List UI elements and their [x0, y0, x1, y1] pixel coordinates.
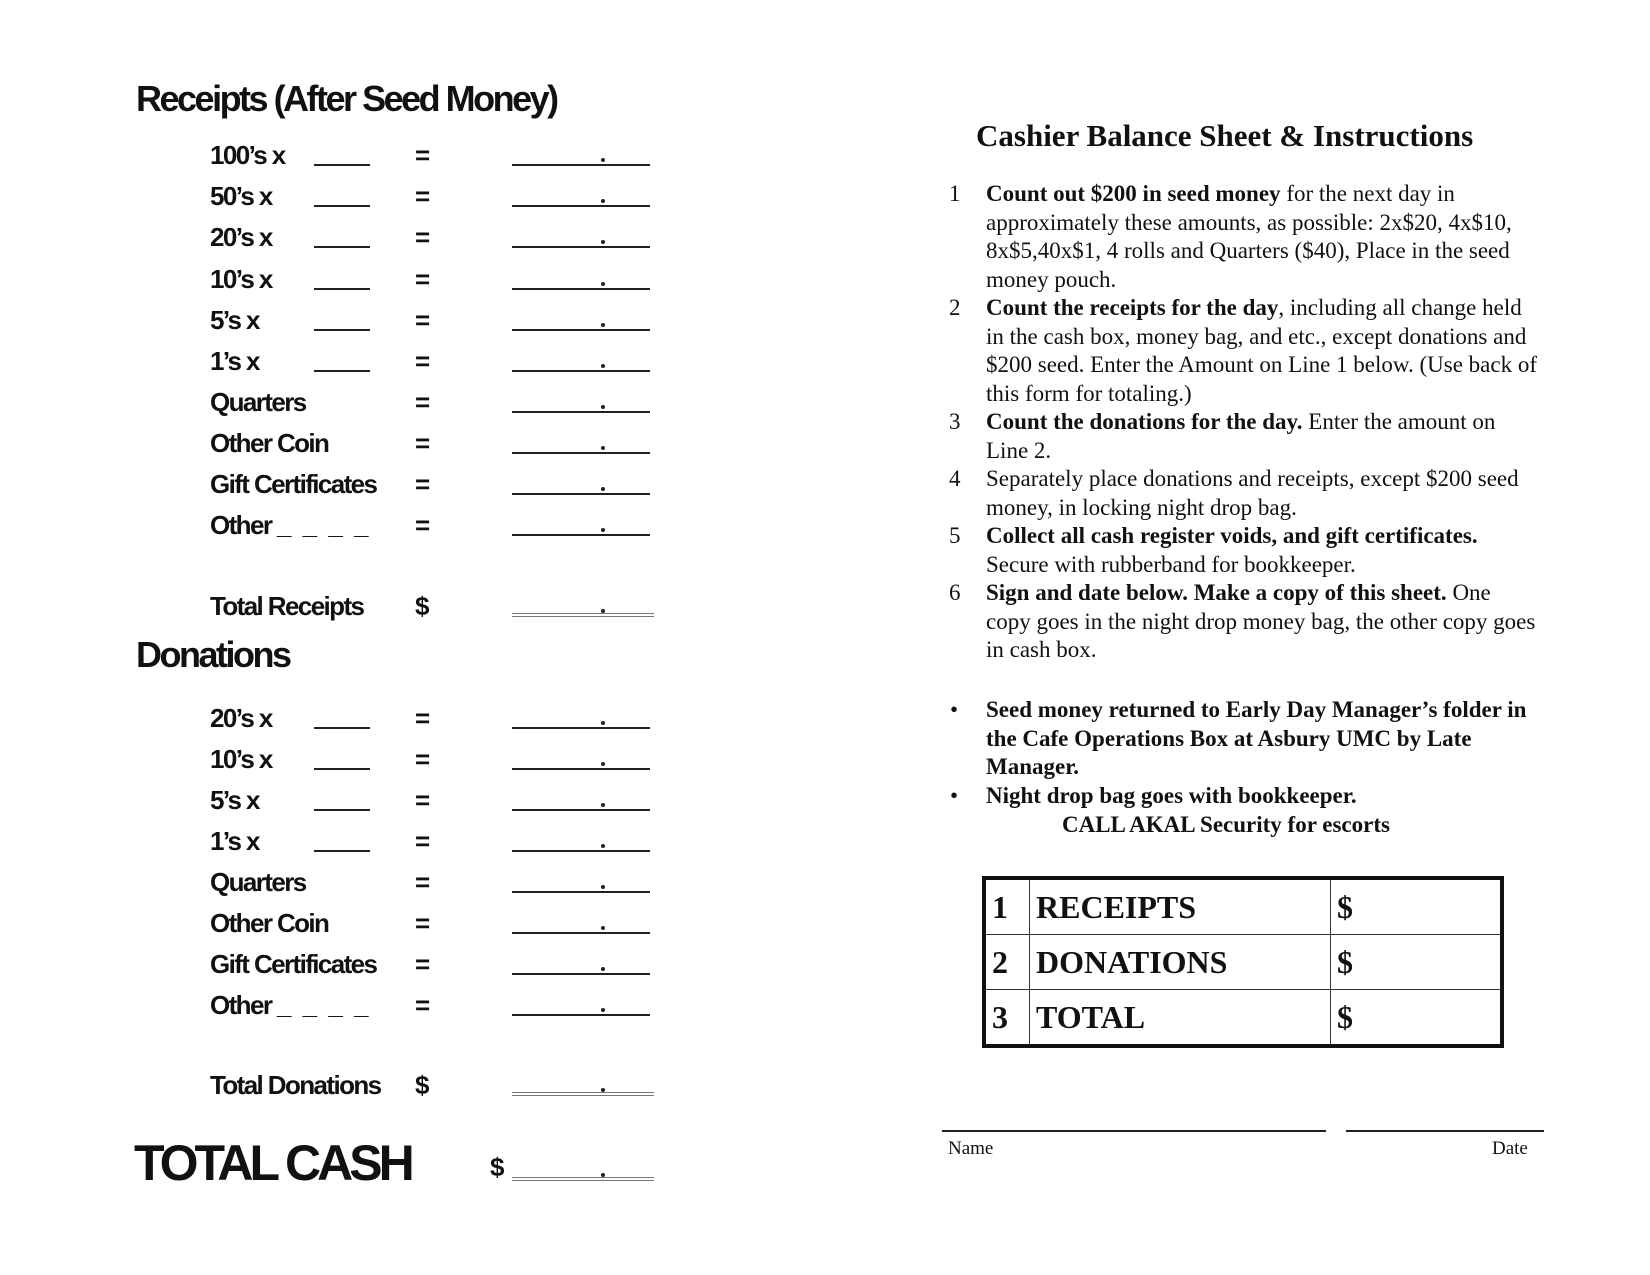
receipts-row-100s: [210, 140, 670, 174]
equals-sign: =: [415, 140, 429, 170]
amount-field[interactable]: [512, 534, 650, 536]
cash-count-panel: [0, 0, 700, 1275]
equals-sign: =: [415, 346, 429, 376]
name-signature-line[interactable]: [942, 1130, 1326, 1132]
donations-row-other-coin: [210, 908, 670, 942]
equals-sign: =: [415, 181, 429, 211]
line-number: 1: [984, 878, 1030, 935]
equals-sign: =: [415, 826, 429, 856]
row-label: Other Coin: [210, 428, 329, 458]
total-donations-label: Total Donations: [210, 1070, 381, 1100]
total-donations-field[interactable]: [512, 1092, 654, 1096]
count-field[interactable]: [314, 164, 370, 166]
dollar-sign: $: [415, 591, 428, 621]
amount-field[interactable]: [512, 246, 650, 248]
instructions-panel: [940, 0, 1640, 1275]
donations-row-5s: [210, 785, 670, 819]
row-label: Other Coin: [210, 908, 329, 938]
step-number: 1: [949, 181, 961, 206]
count-field[interactable]: [314, 205, 370, 207]
line-label: TOTAL: [1030, 990, 1331, 1047]
receipts-row-other-coin: [210, 428, 670, 462]
count-field[interactable]: [314, 768, 370, 770]
donations-row-1s: [210, 826, 670, 860]
amount-field[interactable]: [512, 452, 650, 454]
line-label: RECEIPTS: [1030, 878, 1331, 935]
equals-sign: =: [415, 428, 429, 458]
instruction-step: [940, 180, 1540, 294]
receipts-amount-cell[interactable]: $: [1331, 878, 1503, 935]
step-number: 4: [949, 466, 961, 491]
step-bold-text: Count the donations for the day.: [986, 409, 1303, 434]
step-bold-text: Collect all cash register voids, and gift certificates.: [986, 523, 1478, 548]
step-bold-text: Count out $200 in seed money: [986, 181, 1281, 206]
amount-field[interactable]: [512, 205, 650, 207]
total-receipts-label: Total Receipts: [210, 591, 364, 621]
count-field[interactable]: [314, 246, 370, 248]
receipts-row-gift-certificates: [210, 469, 670, 503]
note-text: Night drop bag goes with bookkeeper.: [986, 782, 1357, 808]
row-label: 100’s x: [210, 140, 285, 170]
note-text: Seed money returned to Early Day Manager’s folder in the Cafe Operations Box at Asbury UMC by Late Manager.: [986, 697, 1527, 779]
receipts-row-1s: [210, 346, 670, 380]
receipts-row-20s: [210, 222, 670, 256]
instruction-steps: [940, 180, 1540, 665]
row-label: 10’s x: [210, 744, 272, 774]
table-row: [984, 935, 1502, 990]
line-number: 2: [984, 935, 1030, 990]
row-label: [210, 510, 370, 541]
receipts-row-5s: [210, 305, 670, 339]
amount-field[interactable]: [512, 411, 650, 413]
row-label: 50’s x: [210, 181, 272, 211]
amount-field[interactable]: [512, 932, 650, 934]
row-label: Quarters: [210, 387, 306, 417]
line-number: 3: [984, 990, 1030, 1047]
donations-row-other: [210, 990, 670, 1024]
amount-field[interactable]: [512, 973, 650, 975]
equals-sign: =: [415, 469, 429, 499]
amount-field[interactable]: [512, 727, 650, 729]
total-receipts-field[interactable]: [512, 613, 654, 617]
row-label: 1’s x: [210, 826, 259, 856]
step-text: Separately place donations and receipts, except $200 seed money, in locking night drop bag.: [986, 466, 1519, 520]
donations-row-10s: [210, 744, 670, 778]
equals-sign: =: [415, 744, 429, 774]
amount-field[interactable]: [512, 809, 650, 811]
equals-sign: =: [415, 510, 429, 540]
row-label: Quarters: [210, 867, 306, 897]
other-label: Other: [210, 990, 272, 1020]
equals-sign: =: [415, 703, 429, 733]
equals-sign: =: [415, 990, 429, 1020]
instruction-step: [940, 579, 1540, 665]
amount-field[interactable]: [512, 329, 650, 331]
step-text: Secure with rubberband for bookkeeper.: [986, 551, 1356, 577]
count-field[interactable]: [314, 329, 370, 331]
bullet-icon: •: [950, 697, 959, 722]
amount-field[interactable]: [512, 891, 650, 893]
row-label: Gift Certificates: [210, 469, 377, 499]
equals-sign: =: [415, 387, 429, 417]
instruction-step: [940, 522, 1540, 579]
equals-sign: =: [415, 305, 429, 335]
receipts-row-50s: [210, 181, 670, 215]
equals-sign: =: [415, 785, 429, 815]
donations-row-20s: [210, 703, 670, 737]
count-field[interactable]: [314, 727, 370, 729]
equals-sign: =: [415, 867, 429, 897]
amount-field[interactable]: [512, 850, 650, 852]
other-blank[interactable]: _ _ _ _: [276, 990, 371, 1020]
count-field[interactable]: [314, 809, 370, 811]
equals-sign: =: [415, 908, 429, 938]
security-call-note: CALL AKAL Security for escorts: [1062, 812, 1390, 837]
count-field[interactable]: [314, 288, 370, 290]
dollar-sign: $: [490, 1152, 505, 1182]
equals-sign: =: [415, 264, 429, 294]
step-text: for the next day in approximately these amounts, as possible: 2x$20, 4x$10, 8x$5,40x$1, 4 rolls and Quarters ($40), Place in the seed money pouch.: [986, 181, 1512, 292]
step-bold-text: Count the receipts for the day: [986, 295, 1279, 320]
amount-field[interactable]: [512, 288, 650, 290]
step-text: Enter the amount on Line 2.: [986, 409, 1496, 463]
amount-field[interactable]: [512, 768, 650, 770]
step-text: One copy goes in the night drop money bag, the other copy goes in cash box.: [986, 580, 1536, 662]
count-field[interactable]: [314, 370, 370, 372]
equals-sign: =: [415, 222, 429, 252]
notes-list: [940, 696, 1550, 810]
receipts-title: Receipts (After Seed Money): [136, 78, 557, 119]
note-item: [940, 782, 1550, 811]
date-signature-line[interactable]: [1346, 1130, 1544, 1132]
step-number: 5: [949, 523, 961, 548]
table-row: [984, 990, 1502, 1047]
step-text: , including all change held in the cash box, money bag, and etc., except donations and $200 seed. Enter the Amount on Line 1 below. (Use back of this form for totaling.): [986, 295, 1538, 406]
date-label: Date: [1492, 1138, 1528, 1159]
step-number: 6: [949, 580, 961, 605]
amount-field[interactable]: [512, 164, 650, 166]
row-label: Gift Certificates: [210, 949, 377, 979]
dollar-sign: $: [415, 1070, 428, 1100]
donations-title: Donations: [136, 634, 290, 675]
row-label: [210, 990, 370, 1021]
receipts-row-10s: [210, 264, 670, 298]
total-cash-label: TOTAL CASH: [134, 1135, 411, 1191]
donations-row-gift-certificates: [210, 949, 670, 983]
step-number: 2: [949, 295, 961, 320]
total-amount-cell[interactable]: $: [1331, 990, 1503, 1047]
receipts-row-other: [210, 510, 670, 544]
amount-field[interactable]: [512, 493, 650, 495]
count-field[interactable]: [314, 850, 370, 852]
row-label: 20’s x: [210, 222, 272, 252]
total-cash-field[interactable]: [512, 1177, 654, 1181]
instruction-step: [940, 294, 1540, 408]
instruction-step: [940, 465, 1540, 522]
name-label: Name: [948, 1138, 994, 1159]
total-receipts-row: [210, 591, 670, 625]
line-label: DONATIONS: [1030, 935, 1331, 990]
row-label: 20’s x: [210, 703, 272, 733]
donations-amount-cell[interactable]: $: [1331, 935, 1503, 990]
row-label: 5’s x: [210, 785, 259, 815]
summary-table: [982, 876, 1504, 1048]
instruction-step: [940, 408, 1540, 465]
row-label: 1’s x: [210, 346, 259, 376]
row-label: 10’s x: [210, 264, 272, 294]
other-label: Other: [210, 510, 272, 540]
row-label: 5’s x: [210, 305, 259, 335]
amount-field[interactable]: [512, 370, 650, 372]
receipts-row-quarters: [210, 387, 670, 421]
other-blank[interactable]: _ _ _ _: [276, 510, 371, 540]
bullet-icon: •: [950, 782, 959, 808]
equals-sign: =: [415, 949, 429, 979]
amount-field[interactable]: [512, 1014, 650, 1016]
donations-row-quarters: [210, 867, 670, 901]
instructions-title: Cashier Balance Sheet & Instructions: [976, 118, 1474, 153]
step-bold-text: Sign and date below. Make a copy of this sheet.: [986, 580, 1447, 605]
step-number: 3: [949, 409, 961, 434]
total-donations-row: [210, 1070, 670, 1104]
table-row: [984, 878, 1502, 935]
note-item: [940, 696, 1550, 782]
